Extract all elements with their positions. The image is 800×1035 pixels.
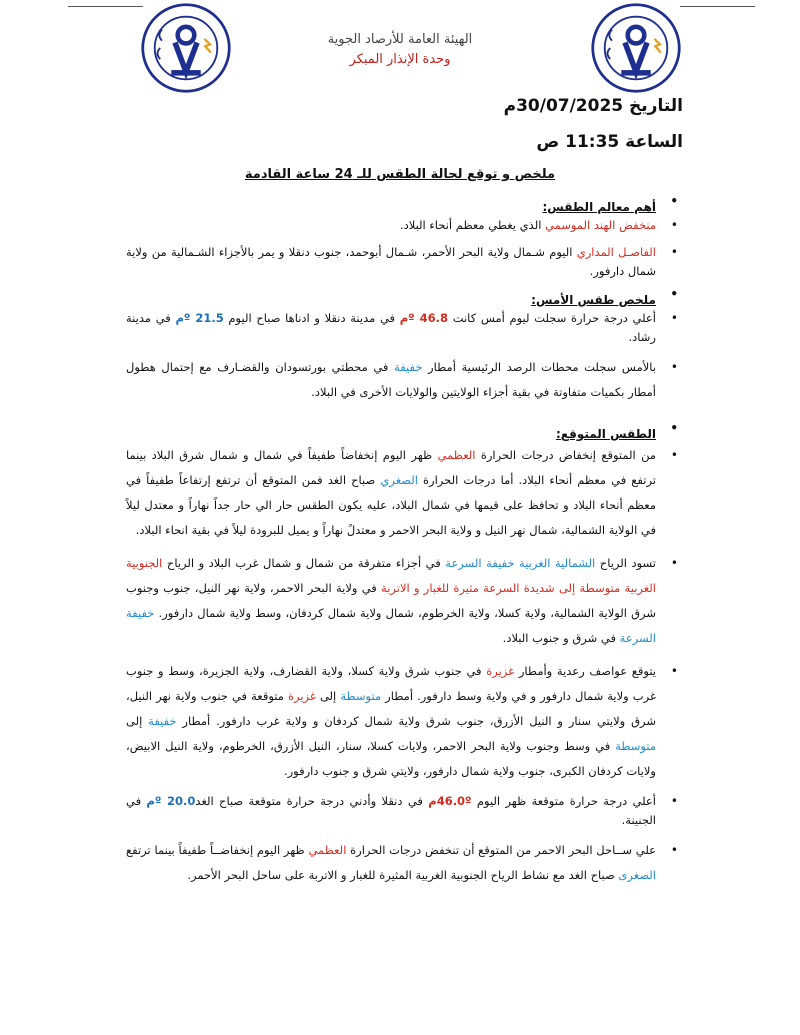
bullet-icon: • [670, 556, 678, 570]
min-temp-term: الصغرى [618, 868, 656, 882]
header-rule-left [68, 6, 143, 7]
item-text: اليوم شـمال ولاية البحر الأحمر، شـمال أبوحمد، جنوب دنقلا و يمر بالأجزاء الشـمالية من ولاية شمال دارفور. [126, 245, 656, 278]
section-forecast [126, 421, 678, 888]
item-text: في ولاية البحر الاحمر، ولاية نهر النيل، جنوب وجنوب شرق الولاية الشمالية، ولاية كسلا، ولاية الخرطوم، شمال ولاية شمال كردفان، وسط ولاية شمال دارفور. [126, 581, 656, 620]
max-temperature: 46.8 ºم [399, 311, 449, 325]
section-heading [126, 287, 678, 307]
item-text: يتوقع عواصف رعدية وأمطار [514, 664, 656, 678]
item-text: من المتوقع إنخفاض درجات الحرارة [475, 448, 657, 462]
item-text: إلى [126, 714, 149, 728]
bullet-icon: • [670, 421, 678, 435]
item-text: متوقعة في جنوب ولاية نهر النيل، شرق ولايتي سنار و النيل الأزرق، جنوب شرق ولاية شمال كردفان و ولاية غرب دارفور. أمطار [126, 689, 656, 728]
light-term: خفيفة [148, 714, 177, 728]
heading-text: الطقس المتوقع: [555, 427, 656, 441]
list-item [126, 792, 678, 830]
heading-text: أهم معالم الطقس: [542, 200, 656, 214]
sw-winds-term: الجنوبية الغربية متوسطة إلى شديدة السرعة مثيرة للغبار و الاتربة [126, 556, 656, 595]
list-item [126, 309, 678, 347]
moderate-term: متوسطة [615, 739, 656, 753]
min-temp-term: الصغري [380, 473, 418, 487]
item-text: أعلي درجة حرارة سجلت ليوم أمس كانت [448, 311, 656, 325]
item-text: ظهر اليوم إنخفاضاً طفيفاً في شمال و شمال شرق البلاد بينما ترتفع في معظم أنحاء البلاد. أما درجات الحرارة [126, 448, 656, 487]
nw-winds-term: الشمالية الغربية خفيفة السرعة [445, 556, 596, 570]
organization-name: الهيئة العامة للأرصاد الجوية [327, 32, 473, 47]
list-item [126, 443, 678, 543]
item-text: في الجنينة. [126, 794, 656, 827]
letterhead [0, 30, 800, 70]
bullet-icon: • [670, 843, 678, 857]
list-item [126, 243, 678, 281]
list-item [126, 659, 678, 784]
item-text: صباح الغد فمن المتوقع أن ترتفع إرتفاعاً طفيفاً في معظم أنحاء البلاد و تحافظ على قيمها في شمال البلاد، عليه يكون الطقس حار الي حار جداً نهاراً و معتدل ليلاً في الولاية الشمالية، شمال نهر النيل و ولاية البحر الاحمر و معتدلً نهاراً و يميل للبرودة ليلاً في بقية انحاء البلاد. [126, 473, 656, 537]
min-temperature: 21.5 ºم [175, 311, 224, 325]
max-temp-term: العظمي [308, 843, 347, 857]
bullet-icon: • [670, 794, 678, 808]
bullet-icon: • [670, 360, 678, 374]
itcz-term: الفاصـل المداري [576, 245, 656, 259]
item-text: تسود الرياح [595, 556, 656, 570]
light-rain-term: خفيفة [394, 360, 423, 374]
bullet-icon: • [670, 218, 678, 232]
min-temperature: 20.0 ºم [146, 794, 196, 808]
item-text: في جنوب شرق ولاية كسلا، ولاية القضارف، ولاية الجزيرة، وسط و جنوب غرب ولاية شمال دارفور و في ولاية وسط دارفور. أمطار [126, 664, 656, 703]
bullet-icon: • [670, 287, 678, 301]
section-heading [126, 194, 678, 214]
bullet-icon: • [670, 664, 678, 678]
item-text: علي ســاحل البحر الاحمر من المتوقع أن تنخفض درجات الحرارة [346, 843, 656, 857]
item-text: في محطتي بورتسودان والقضـارف مع إحتمال هطول أمطار بكميات متفاوتة في بقية أجزاء الولايتين والولايات الأخرى في البلاد. [126, 360, 656, 399]
item-text: في وسط وجنوب ولاية البحر الاحمر، ولايات كسلا، سنار، النيل الأزرق، الخرطوم، ولاية النيل الابيض، ولايات كردفان الكبرى، جنوب ولاية شمال دارفور، ولايتي شرق و جنوب دارفور. [126, 739, 656, 778]
heavy-term: غزيرة [486, 664, 515, 678]
section-weather-features [126, 194, 678, 281]
heavy-term: غزيرة [287, 689, 316, 703]
section-heading [126, 421, 678, 441]
item-text: صباح الغد مع نشاط الرياح الجنوبية الغربية المثيرة للغبار و الاتربة على ساحل البحر الأحمر. [187, 868, 619, 882]
report-date: التاريخ 30/07/2025م [503, 96, 683, 116]
item-text: في مدينة دنقلا و ادناها صباح اليوم [223, 311, 400, 325]
item-text: إلى [315, 689, 341, 703]
bullet-icon: • [670, 245, 678, 259]
item-text: في دنقلا وأدني درجة حرارة متوقعة صباح الغد [195, 794, 429, 808]
max-temp-term: العظمي [437, 448, 476, 462]
item-text: ظهر اليوم إنخفاضــاً طفيفاً بينما ترتفع [126, 843, 309, 857]
unit-name: وحدة الإنذار المبكر [349, 52, 451, 67]
item-text: أعلي درجة حرارة متوقعة ظهر اليوم [471, 794, 656, 808]
item-text: بالأمس سجلت محطات الرصد الرئيسية أمطار [422, 360, 656, 374]
light-speed-term: خفيفة السرعة [126, 606, 656, 645]
page-title: ملخص و توقع لحالة الطقس للـ 24 ساعة القادمة [244, 167, 556, 182]
report-body [126, 194, 678, 900]
list-item [126, 216, 678, 235]
item-text: في شرق و جنوب البلاد. [502, 631, 620, 645]
heading-text: ملخص طقس الأمس: [531, 293, 656, 307]
moderate-term: متوسطة [340, 689, 382, 703]
max-temperature: 46.0ºم [428, 794, 472, 808]
header-rule-right [680, 6, 755, 7]
bullet-icon: • [670, 448, 678, 462]
item-text: في مدينة رشاد. [126, 311, 656, 344]
list-item [126, 355, 678, 405]
item-text: في أجزاء متفرقة من شمال و شمال غرب البلاد و الرياح [162, 556, 446, 570]
item-text: الذي يغطي معظم أنحاء البلاد. [399, 218, 546, 232]
report-time: الساعة 11:35 ص [536, 132, 683, 152]
bullet-icon: • [670, 311, 678, 325]
bullet-icon: • [670, 194, 678, 208]
section-yesterday [126, 287, 678, 405]
list-item [126, 838, 678, 888]
list-item [126, 551, 678, 651]
monsoon-low-term: منخفض الهند الموسمي [545, 218, 656, 232]
